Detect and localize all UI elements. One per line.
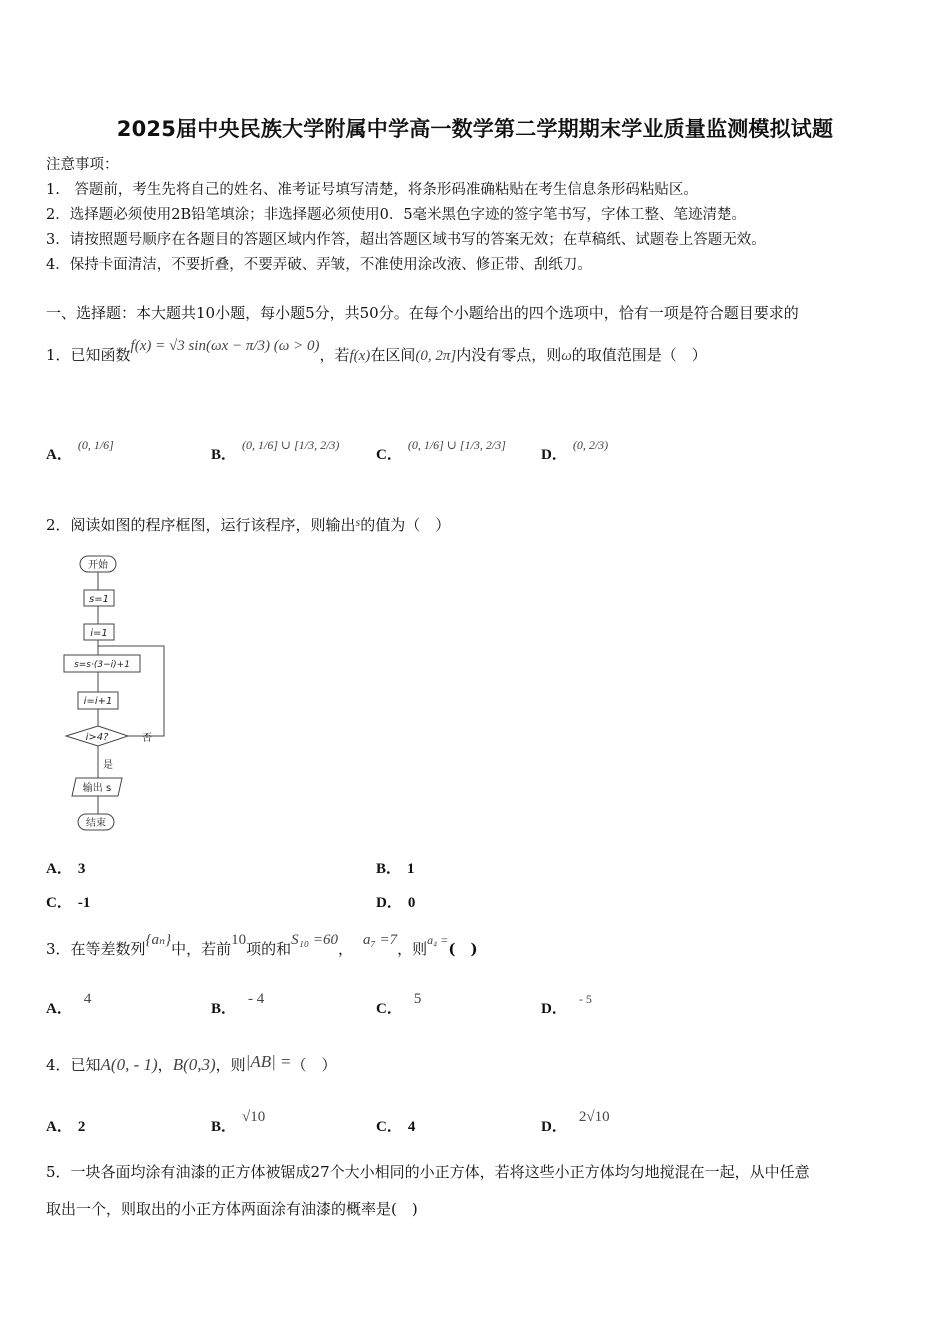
q3-a4: a₄ =	[427, 933, 449, 947]
flow-s1-text: s=1	[89, 594, 109, 605]
flow-output-text: 输出 s	[82, 783, 112, 794]
q4-option-b[interactable]: B．√10	[211, 1109, 266, 1135]
q4-prefix: 4．已知	[46, 1056, 101, 1074]
q1-fx: f(x)	[349, 348, 371, 364]
q4-comma: ，	[157, 1056, 173, 1074]
q1-formula: f(x) = √3 sin(ωx − π/3) (ω > 0)	[130, 338, 320, 354]
q3-prefix: 3．在等差数列	[46, 940, 146, 958]
q3-s10: S₁₀ =60	[291, 932, 338, 948]
question-5-line-2: 取出一个，则取出的小正方体两面涂有油漆的概率是( )	[46, 1200, 418, 1218]
flow-update-text: s=s·(3−i)+1	[74, 660, 130, 670]
notes-heading: 注意事项：	[46, 157, 119, 173]
q3-option-c[interactable]: C．5	[376, 991, 422, 1017]
q3-comma1: ，	[337, 940, 353, 958]
question-5-line-1: 5．一块各面均涂有油漆的正方体被锯成27个大小相同的小正方体，若将这些小正方体均匀地搅混在一起，从中任意	[46, 1163, 810, 1181]
q4-option-c[interactable]: C． 4	[376, 1119, 416, 1135]
q1-suffix: 的取值范围是（ ）	[571, 346, 707, 364]
q1-interval: (0, 2π]	[415, 348, 457, 364]
note-item-1: 1. 答题前，考生先将自己的姓名、准考证号填写清楚，将条形码准确粘贴在考生信息条形码粘贴区。	[46, 182, 698, 198]
q3-n10: 10	[231, 932, 247, 948]
q2-option-d[interactable]: D． 0	[376, 895, 416, 911]
note-item-4: 4．保持卡面清洁，不要折叠，不要弄破、弄皱，不准使用涂改液、修正带、刮纸刀。	[46, 257, 592, 273]
flow-start-text: 开始	[88, 560, 108, 571]
q4-ab: |AB| =	[245, 1052, 292, 1071]
q2-prefix: 2．阅读如图的程序框图，运行该程序，则输出	[46, 516, 356, 534]
q3-seq: {aₙ}	[145, 932, 172, 948]
q1-option-a[interactable]: A．$^{(0, 1/6]}$	[46, 438, 114, 463]
q1-omega: ω	[561, 348, 572, 364]
q2-suffix: 的值为（ ）	[360, 516, 451, 534]
q1-mid3: 内没有零点，则	[456, 346, 562, 364]
q1-mid1: ，若	[319, 346, 350, 364]
question-2	[46, 514, 450, 535]
q2-option-b[interactable]: B． 1	[376, 861, 415, 877]
q3-a7: a₇ =7	[362, 932, 398, 948]
flow-yes-label: 是	[103, 760, 113, 771]
q2-var: s	[355, 515, 361, 529]
q2-option-c[interactable]: C． -1	[46, 895, 91, 911]
note-item-2: 2．选择题必须使用2B铅笔填涂；非选择题必须使用0．5毫米黑色字迹的签字笔书写，字体工整、笔迹清楚。	[46, 207, 747, 223]
q1-option-d[interactable]: D．$^{(0, 2/3)}$	[541, 438, 609, 463]
q1-option-c[interactable]: C．$^{(0, 1/6] \cup [1/3, 2/3]}$	[376, 438, 506, 463]
q3-option-d[interactable]: D．$^{- 5}$	[541, 992, 592, 1017]
q3-option-b[interactable]: B．- 4	[211, 991, 265, 1017]
q4-option-a[interactable]: A． 2	[46, 1119, 86, 1135]
q1-option-b[interactable]: B．$^{(0, 1/6] \cup [1/3, 2/3)}$	[211, 438, 340, 463]
q3-option-a[interactable]: A．4	[46, 991, 92, 1017]
question-4	[46, 1054, 337, 1075]
q4-point-a: A(0, - 1)	[100, 1055, 158, 1074]
q3-mid3: ，则	[397, 940, 428, 958]
q1-prefix: 1．已知函数	[46, 346, 131, 364]
flow-i1-text: i=1	[90, 628, 108, 639]
flow-no-label: 否	[142, 733, 152, 744]
question-1	[46, 338, 707, 365]
section-heading: 一、选择题：本大题共10小题，每小题5分，共50分。在每个小题给出的四个选项中，恰有一项是符合题目要求的	[46, 304, 799, 322]
flow-cond-text: i>4?	[85, 732, 109, 743]
q4-suffix: （ ）	[291, 1056, 337, 1074]
q3-mid2: 项的和	[246, 940, 292, 958]
question-3	[46, 932, 478, 959]
page-title: 2025届中央民族大学附属中学高一数学第二学期期末学业质量监测模拟试题	[116, 117, 834, 141]
q4-point-b: B(0,3)	[172, 1055, 216, 1074]
flowchart	[60, 550, 180, 835]
q4-mid: ，则	[215, 1056, 246, 1074]
q3-suffix: ( )	[448, 940, 478, 958]
flow-inc-text: i=i+1	[83, 696, 113, 707]
q1-mid2: 在区间	[370, 346, 416, 364]
q2-option-a[interactable]: A． 3	[46, 861, 86, 877]
q4-option-d[interactable]: D．2√10	[541, 1109, 610, 1135]
note-item-3: 3．请按照题号顺序在各题目的答题区域内作答，超出答题区域书写的答案无效；在草稿纸、试题卷上答题无效。	[46, 232, 766, 248]
q3-mid1: 中，若前	[171, 940, 232, 958]
flow-end-text: 结束	[86, 818, 106, 829]
